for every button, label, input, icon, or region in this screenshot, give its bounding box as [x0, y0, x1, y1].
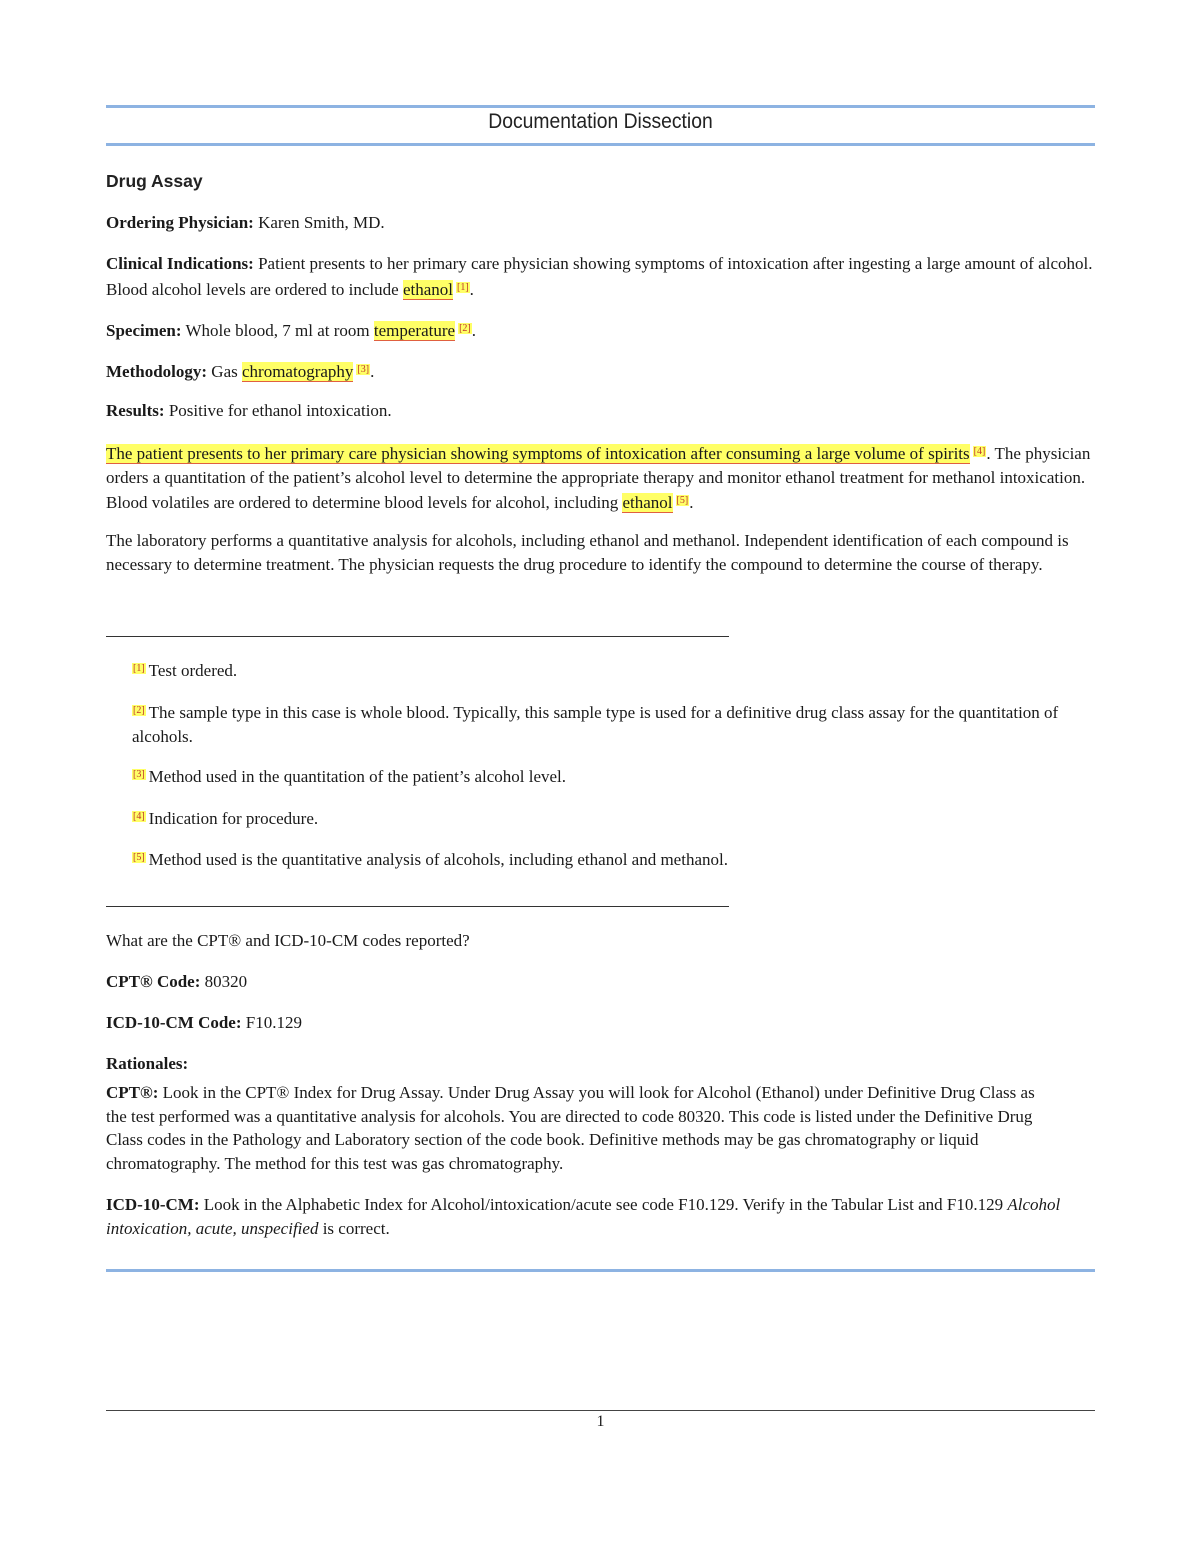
- specimen-label: Specimen:: [106, 321, 182, 340]
- footnote-marker-3: [3]: [133, 769, 145, 780]
- footer-rule: [106, 1410, 1095, 1411]
- results-label: Results:: [106, 401, 165, 420]
- narrative-paragraph-1: The patient presents to her primary care physician showing symptoms of intoxication after consuming a large volume of spirits [4]. The physician orders a quantitation of the patient’s alcohol level to determine the appropriate therapy and monitor ethanol treatment for methanol intoxication. Blood volatiles are ordered to determine blood levels for alcohol, including ethanol [5].: [106, 444, 1091, 512]
- indications-highlight: ethanol: [402, 279, 453, 299]
- rationales-label: Rationales:: [106, 1054, 189, 1073]
- rationales-heading: [106, 1052, 1095, 1076]
- footnote-marker-4: [4]: [133, 811, 145, 822]
- icd-rationale-end: is correct.: [322, 1218, 390, 1238]
- footnote-divider-top: [106, 636, 729, 637]
- footnote-text-3: Method used in the quantitation of the patient’s alcohol level.: [148, 767, 567, 786]
- icd-rationale-text: Look in the Alphabetic Index for Alcohol/intoxication/acute see code F10.129. Verify in the Tabular List and F10.129: [203, 1195, 1004, 1214]
- footnote-5: [132, 846, 1062, 872]
- footnote-1: [132, 657, 1062, 683]
- footnote-marker-1: [1]: [133, 663, 145, 674]
- question: What are the CPT® and ICD-10-CM codes reported?: [106, 931, 470, 950]
- cpt-value: 80320: [204, 972, 248, 991]
- cpt-rationale: [106, 1081, 1056, 1175]
- footnote-text-2: The sample type in this case is whole blood. Typically, this sample type is used for a definitive drug class assay for the quantitation of alcohols.: [132, 703, 1059, 746]
- section-title: Drug Assay: [106, 171, 203, 191]
- footnote-4: [132, 805, 1062, 831]
- specimen-highlight: temperature: [373, 321, 456, 340]
- footnote-text-4: Indication for procedure.: [148, 809, 319, 828]
- physician-value: Karen Smith, MD.: [258, 213, 385, 232]
- footnote-text-1: Test ordered.: [148, 661, 238, 680]
- icd-rationale: [106, 1193, 1095, 1240]
- footnote-text-5: Method used is the quantitative analysis of alcohols, including ethanol and methanol.: [148, 850, 728, 869]
- footnote-marker-5: [5]: [133, 852, 145, 863]
- narrative-paragraph-2: The laboratory performs a quantitative analysis for alcohols, including ethanol and methanol. Independent identification of each compound is necessary to determine treatment. The physician requests the drug procedure to identify the compound to determine the course of therapy.: [106, 531, 1069, 574]
- results: [106, 399, 1095, 423]
- ordering-physician: [106, 211, 1095, 235]
- footnote-3: [132, 763, 1062, 789]
- results-value: Positive for ethanol intoxication.: [168, 401, 392, 420]
- footnote-ref-2[interactable]: [2]: [459, 323, 471, 334]
- indications-text: Patient presents to her primary care physician showing symptoms of intoxication after ingesting a large amount of alcohol. Blood alcohol levels are ordered to include: [106, 254, 1093, 299]
- page-number: 1: [596, 1413, 605, 1430]
- cpt-rationale-text: Look in the CPT® Index for Drug Assay. Under Drug Assay you will look for Alcohol (Ethanol) under Definitive Drug Class as the test performed was a quantitative analysis for alcohols. You are directed to code 80320. This code is listed under the Definitive Drug Class codes in the Pathology and Laboratory section of the code book. Definitive methods may be gas chromatography or liquid chromatography. The method for this test was gas chromatography.: [106, 1083, 1035, 1173]
- method-highlight: chromatography: [242, 362, 354, 381]
- footnote-divider-bottom: [106, 906, 729, 907]
- specimen: Specimen: Whole blood, 7 ml at room temperature [2].: [106, 321, 476, 340]
- icd-value: F10.129: [245, 1013, 302, 1032]
- cpt-rationale-label: CPT®:: [106, 1083, 159, 1102]
- icd-code: [106, 1011, 1095, 1035]
- footnote-marker-2: [2]: [133, 705, 145, 716]
- icd-rationale-italic: Alcohol intoxication, acute, unspecified: [106, 1195, 1061, 1238]
- footnote-ref-5[interactable]: [5]: [676, 495, 689, 506]
- icd-label: ICD-10-CM Code:: [106, 1013, 242, 1032]
- narrative-highlight-2: ethanol: [622, 493, 673, 512]
- specimen-text: Whole blood, 7 ml at room: [185, 321, 370, 340]
- narrative-highlight: The patient presents to her primary care physician showing symptoms of intoxication after consuming a large volume of spirits: [106, 444, 970, 463]
- header-rule-top: [106, 105, 1095, 108]
- clinical-indications: Clinical Indications: Patient presents to her primary care physician showing symptoms of intoxication after ingesting a large amount of alcohol. Blood alcohol levels are ordered to include ethanol [1].: [106, 254, 1093, 299]
- method-text: Gas: [211, 362, 238, 381]
- indications-label: Clinical Indications:: [106, 254, 254, 273]
- content-rule-bottom: [106, 1269, 1095, 1272]
- footnote-ref-4[interactable]: [4]: [973, 446, 986, 457]
- methodology: Methodology: Gas chromatography [3].: [106, 362, 375, 381]
- footnote-ref-1[interactable]: [1]: [456, 281, 469, 293]
- footnote-ref-3[interactable]: [3]: [357, 364, 370, 375]
- physician-label: Ordering Physician:: [106, 213, 254, 232]
- footnote-2: [132, 699, 1062, 748]
- method-label: Methodology:: [106, 362, 208, 381]
- cpt-code: [106, 970, 1095, 994]
- page-title: Documentation Dissection: [488, 110, 713, 133]
- cpt-label: CPT® Code:: [106, 972, 201, 991]
- narrative-text: . The physician orders a quantitation of the patient’s alcohol level to determine the appropriate therapy and monitor ethanol treatment for methanol intoxication. Blood volatiles are ordered to determine blood levels for alcohol, including: [106, 444, 1091, 512]
- header-rule-bottom: [106, 143, 1095, 146]
- icd-rationale-label: ICD-10-CM:: [106, 1195, 200, 1214]
